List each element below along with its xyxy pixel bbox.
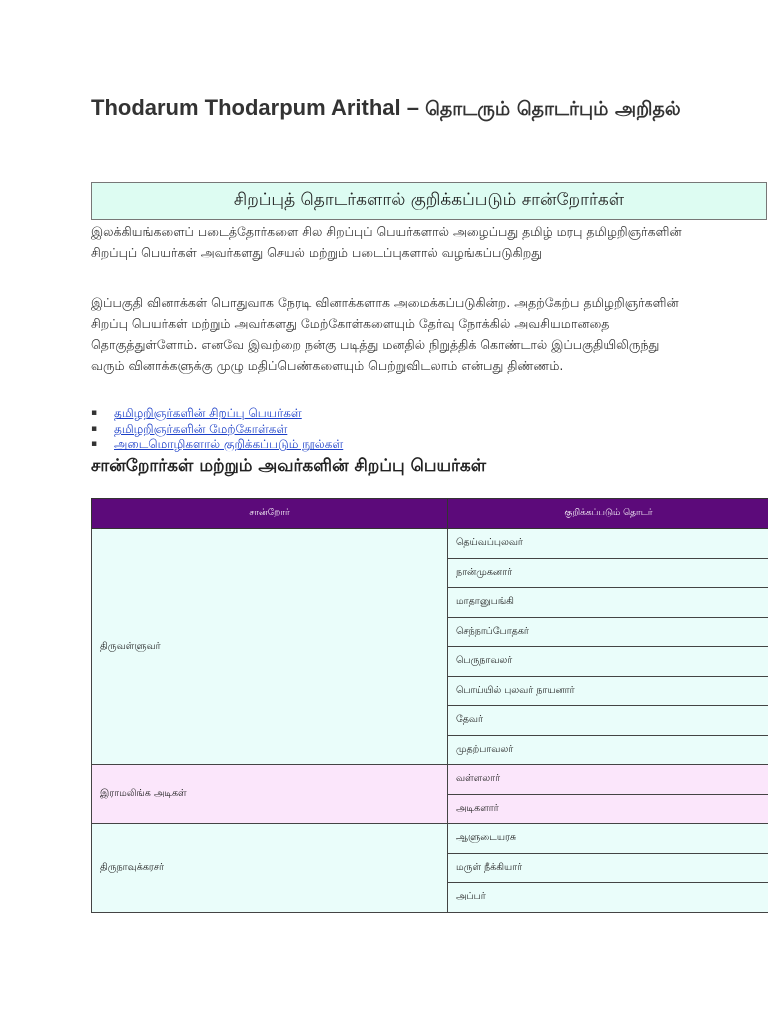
- scholar-name-cell: திருவள்ளுவர்: [92, 529, 448, 765]
- column-header-scholar: சான்றோர்: [92, 499, 448, 529]
- special-title-cell: பெருநாவலர்: [448, 647, 768, 677]
- list-item: [91, 437, 343, 453]
- intro-paragraph: இலக்கியங்களைப் படைத்தோர்களை சில சிறப்புப் பெயர்களால் அழைப்பது தமிழ் மரபு தமிழறிஞர்களின் சிறப்புப் பெயர்கள் அவர்களது செயல் மற்றும் படைப்புகளால் வழங்கப்படுகிறது: [91, 224, 682, 260]
- page-title-tamil: தொடரும் தொடர்பும் அறிதல்: [425, 98, 681, 120]
- topic-link-list: [91, 406, 343, 453]
- page-title: [91, 93, 731, 124]
- special-title-cell: வள்ளலார்: [448, 765, 768, 795]
- special-title-cell: தேவர்: [448, 706, 768, 736]
- special-title-cell: அடிகளார்: [448, 794, 768, 824]
- details-paragraph: இப்பகுதி வினாக்கள் பொதுவாக நேரடி வினாக்களாக அமைக்கப்படுகின்ற. அதற்கேற்ப தமிழறிஞர்களின் சிறப்பு பெயர்கள் மற்றும் அவர்களது மேற்கோள்களையும் தேர்வு நோக்கில் அவசியமானதை தொகுத்துள்ளோம். எனவே இவற்றை நன்கு படித்து மனதில் நிறுத்திக் கொண்டால் இப்பகுதியிலிருந்து வரும் வினாக்களுக்கு முழு மதிப்பெண்களையும் பெற்றுவிடலாம் என்பது திண்ணம்.: [91, 295, 679, 373]
- special-title-cell: முதற்பாவலர்: [448, 735, 768, 765]
- special-title-cell: பொய்யில் புலவர் நாயனார்: [448, 676, 768, 706]
- link-quotations[interactable]: தமிழறிஞர்களின் மேற்கோள்கள்: [114, 421, 288, 436]
- scholar-name-cell: திருநாவுக்கரசர்: [92, 824, 448, 913]
- special-title-cell: நான்முகனார்: [448, 558, 768, 588]
- section-banner: சிறப்புத் தொடர்களால் குறிக்கப்படும் சான்றோர்கள்: [91, 182, 767, 220]
- link-epithet-books[interactable]: அடைமொழிகளால் குறிக்கப்படும் நூல்கள்: [114, 437, 344, 451]
- special-title-cell: தெய்வப்புலவர்: [448, 529, 768, 559]
- scholar-name-cell: இராமலிங்க அடிகள்: [92, 765, 448, 824]
- bullet-icon: ▪: [91, 423, 98, 434]
- table-row: [92, 765, 768, 795]
- special-title-cell: அப்பர்: [448, 883, 768, 913]
- column-header-title: குறிக்கப்படும் தொடர்: [448, 499, 768, 529]
- list-item: [91, 422, 343, 438]
- table-row: [92, 529, 768, 559]
- page-title-latin: Thodarum Thodarpum Arithal –: [91, 95, 426, 120]
- special-title-cell: ஆளுடையரசு: [448, 824, 768, 854]
- scholars-table: [91, 498, 768, 913]
- bullet-icon: ▪: [91, 439, 98, 449]
- special-title-cell: செந்நாப்போதகர்: [448, 617, 768, 647]
- link-special-names[interactable]: தமிழறிஞர்களின் சிறப்பு பெயர்கள்: [114, 406, 302, 420]
- special-title-cell: மாதானுபங்கி: [448, 588, 768, 618]
- list-item: [91, 406, 343, 422]
- table-header-row: [92, 499, 768, 529]
- table-body: [92, 529, 768, 913]
- bullet-icon: ▪: [91, 408, 98, 418]
- table-row: [92, 824, 768, 854]
- section-heading: சான்றோர்கள் மற்றும் அவர்களின் சிறப்பு பெயர்கள்: [91, 456, 487, 476]
- special-title-cell: மருள் நீக்கியார்: [448, 853, 768, 883]
